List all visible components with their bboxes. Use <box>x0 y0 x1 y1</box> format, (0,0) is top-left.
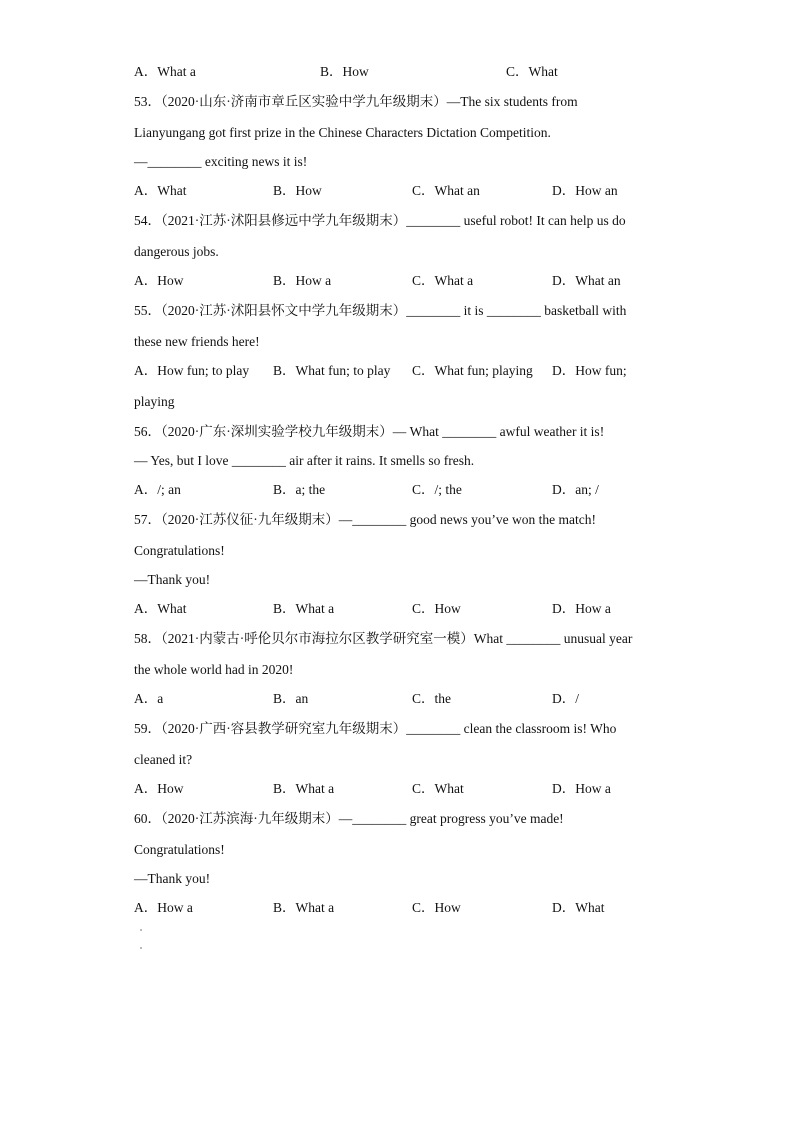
question-text: cleaned it? <box>134 752 193 767</box>
question-text: these new friends here! <box>134 334 260 349</box>
question-text: —________ exciting news it is! <box>134 154 308 169</box>
option-a: A．What <box>134 183 187 198</box>
option-d: D．an; / <box>552 482 599 497</box>
option-a: A．How <box>134 273 184 288</box>
option-c: C．What an <box>412 183 480 198</box>
option-a: A．How fun; to play <box>134 363 250 378</box>
option-a: A．How <box>134 781 184 796</box>
paragraph-mark <box>140 947 142 949</box>
option-d: D．How a <box>552 781 611 796</box>
option-b: B．an <box>273 691 309 706</box>
option-b: B．What a <box>273 781 335 796</box>
option-d: D．How fun; <box>552 363 627 378</box>
question-text: Congratulations! <box>134 543 225 558</box>
question-text: —Thank you! <box>134 572 211 587</box>
option-c: C．What a <box>412 273 474 288</box>
question-text: 59．（2020·广西·容县教学研究室九年级期末）________ clean the classroom is! Who <box>134 721 617 736</box>
option-c: C．What fun; playing <box>412 363 533 378</box>
option-b: B．How <box>320 64 369 79</box>
option-d: D．What an <box>552 273 621 288</box>
question-text: —Thank you! <box>134 871 211 886</box>
question-text: 54．（2021·江苏·沭阳县修远中学九年级期末）________ useful robot! It can help us do <box>134 213 626 228</box>
option-c: C．What <box>412 781 464 796</box>
question-text: 60．（2020·江苏滨海·九年级期末）—________ great progress you’ve made! <box>134 811 564 826</box>
option-a: A．a <box>134 691 164 706</box>
option-c: C．How <box>412 601 461 616</box>
option-a: A．/; an <box>134 482 181 497</box>
paragraph-mark <box>140 929 142 931</box>
question-text: 55．（2020·江苏·沭阳县怀文中学九年级期末）________ it is ________ basketball with <box>134 303 627 318</box>
option-a: A．What <box>134 601 187 616</box>
option-d: D．/ <box>552 691 579 706</box>
question-text: Congratulations! <box>134 842 225 857</box>
option-d: D．How a <box>552 601 611 616</box>
question-text: Lianyungang got first prize in the Chinese Characters Dictation Competition. <box>134 125 551 140</box>
option-b: B．How a <box>273 273 332 288</box>
question-text: 58．（2021·内蒙古·呼伦贝尔市海拉尔区教学研究室一模）What ________ unusual year <box>134 631 633 646</box>
question-text: dangerous jobs. <box>134 244 219 259</box>
option-d: D．What <box>552 900 605 915</box>
option-a: A．How a <box>134 900 193 915</box>
option-b: B．What a <box>273 601 335 616</box>
option-d: D．How an <box>552 183 618 198</box>
option-a: A．What a <box>134 64 196 79</box>
question-text: 57．（2020·江苏仪征·九年级期末）—________ good news you’ve won the match! <box>134 512 596 527</box>
option-d-continued: playing <box>134 394 175 409</box>
question-text: — Yes, but I love ________ air after it rains. It smells so fresh. <box>134 453 475 468</box>
option-c: C．What <box>506 64 558 79</box>
option-b: B．How <box>273 183 322 198</box>
option-b: B．a; the <box>273 482 326 497</box>
question-text: 53．（2020·山东·济南市章丘区实验中学九年级期末）—The six students from <box>134 94 578 109</box>
option-b: B．What fun; to play <box>273 363 391 378</box>
option-c: C．/; the <box>412 482 462 497</box>
option-c: C．How <box>412 900 461 915</box>
question-text: the whole world had in 2020! <box>134 662 294 677</box>
question-text: 56．（2020·广东·深圳实验学校九年级期末）— What ________ awful weather it is! <box>134 424 605 439</box>
option-b: B．What a <box>273 900 335 915</box>
option-c: C．the <box>412 691 451 706</box>
